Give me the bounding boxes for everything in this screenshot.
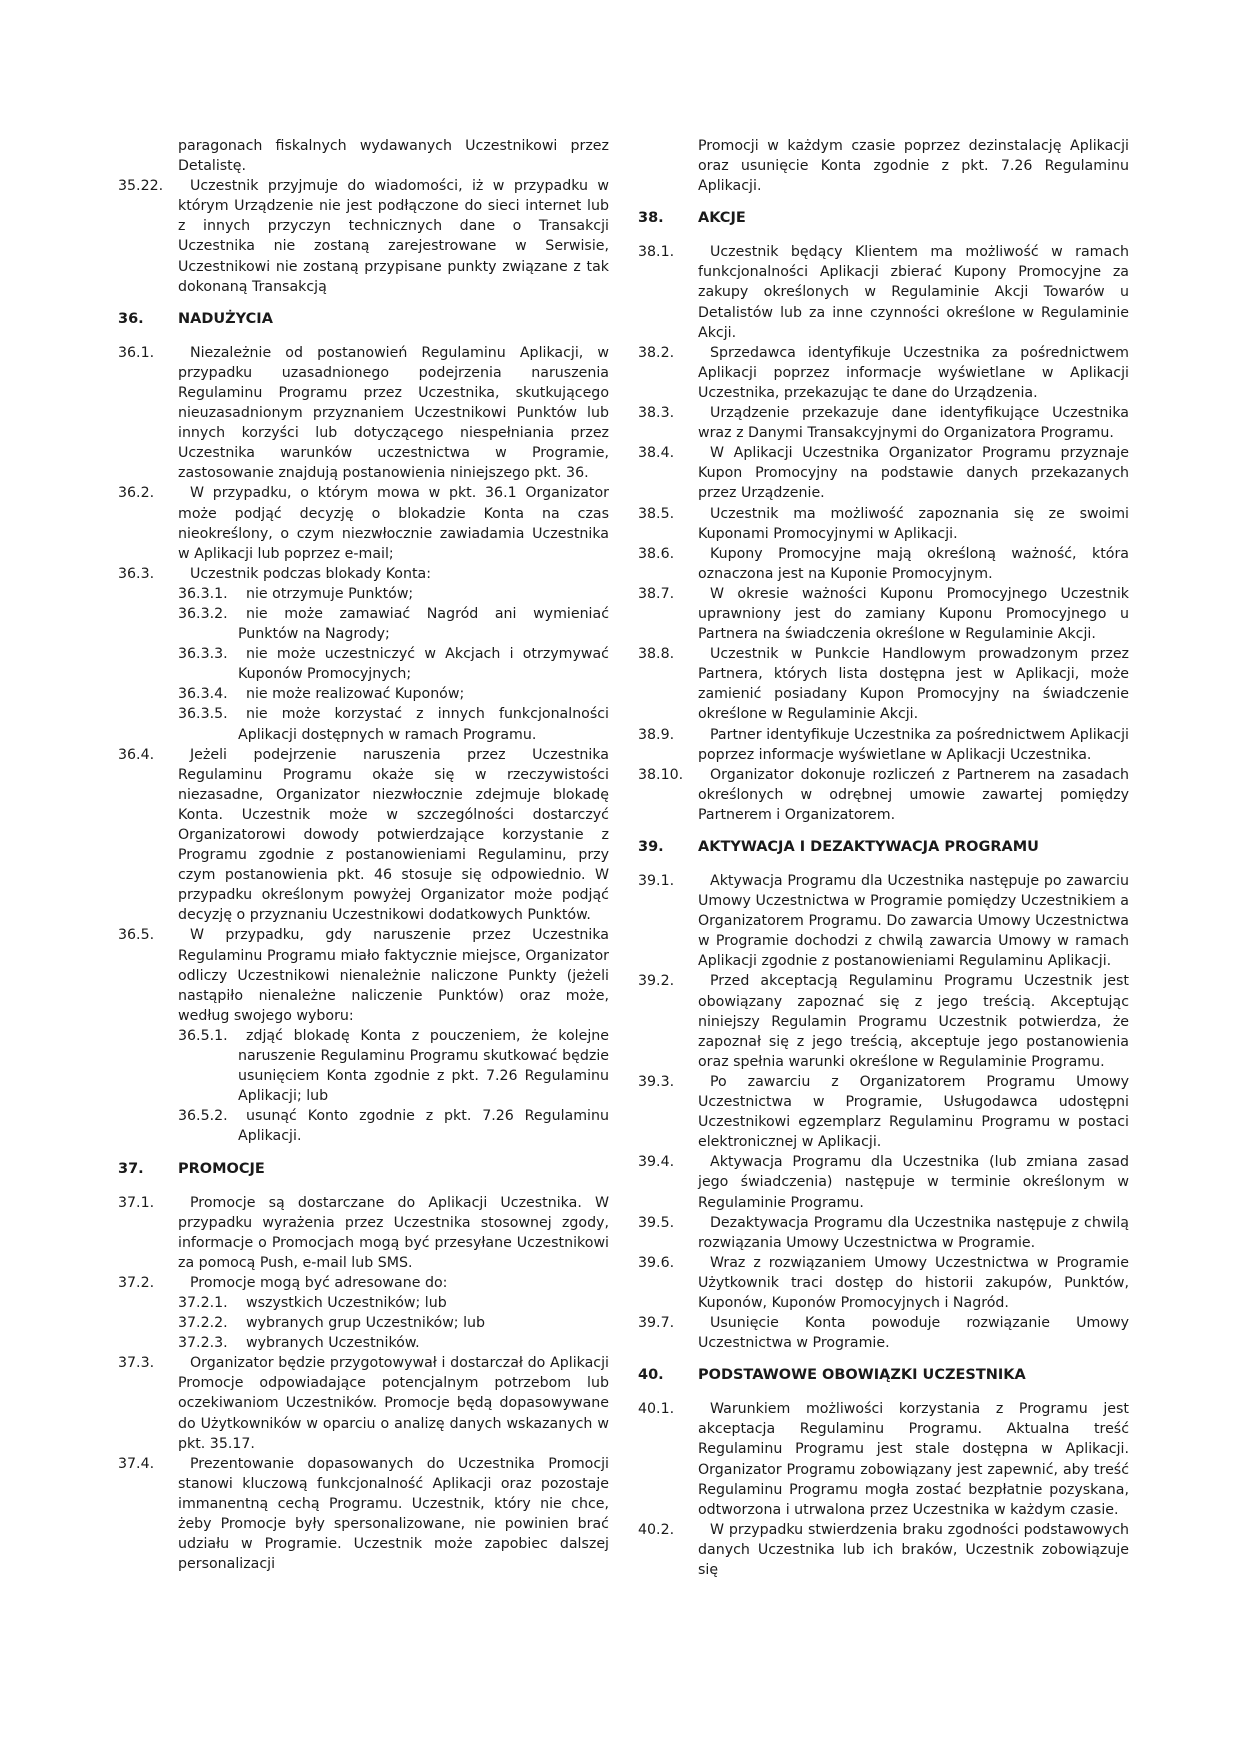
clause-text: Uczestnik ma możliwość zapoznania się ze swoimi Kuponami Promocyjnymi w Aplikacji. <box>698 505 1129 542</box>
left-column <box>118 136 609 1574</box>
clause-number: 38.2. <box>638 344 675 361</box>
clause <box>118 1454 609 1575</box>
clause-text: Uczestnik przyjmuje do wiadomości, iż w przypadku w którym Urządzenie nie jest podłączone do sieci internet lub z innych przyczyn technicznych dane o Transakcji Uczestnika nie zostaną zarejestrowane w Serwisie, Uczestnikowi nie zostaną przypisane punkty związane z tak dokonaną Transakcją <box>178 178 609 295</box>
clause-text: Uczestnik będący Klientem ma możliwość w ramach funkcjonalności Aplikacji zbierać Kupony Promocyjne za zakupy określonych w Regulaminie Akcji Towarów u Detalistów lub za inne czynności określone w Regulaminie Akcji. <box>698 244 1129 341</box>
clause-text: W przypadku stwierdzenia braku zgodności podstawowych danych Uczestnika lub ich braków, Uczestnik zobowiązuje się <box>698 1521 1129 1578</box>
clause-text: Organizator dokonuje rozliczeń z Partnerem na zasadach określonych w odrębnej umowie zawartej pomiędzy Partnerem i Organizatorem. <box>698 766 1129 823</box>
clause <box>118 1353 609 1453</box>
subclause-number: 37.2.1. <box>178 1294 228 1311</box>
clause-text: Przed akceptacją Regulaminu Programu Uczestnik jest obowiązany zapoznać się z jego treścią. Akceptując niniejszy Regulamin Programu Uczestnik potwierdza, że zapoznał się z jego treścią, akceptuje jego postanowienia oraz spełnia warunki określone w Regulaminie Programu. <box>698 973 1129 1070</box>
clause-text: Partner identyfikuje Uczestnika za pośrednictwem Aplikacji poprzez informacje wyświetlane w Aplikacji Uczestnika. <box>698 726 1129 763</box>
right-column <box>638 136 1129 1580</box>
clause <box>638 1520 1129 1580</box>
clause <box>638 584 1129 644</box>
clause <box>638 343 1129 403</box>
clause <box>638 1072 1129 1152</box>
clause-number: 38.10. <box>638 766 684 783</box>
section-title: PODSTAWOWE OBOWIĄZKI UCZESTNIKA <box>698 1367 1026 1384</box>
clause <box>638 971 1129 1071</box>
clause-number: 38.3. <box>638 405 675 422</box>
clause-text: Kupony Promocyjne mają określoną ważność, która oznaczona jest na Kuponie Promocyjnym. <box>698 545 1129 582</box>
section-title: PROMOCJE <box>178 1160 265 1177</box>
subclause-text: wybranych Uczestników. <box>246 1335 420 1352</box>
clause-text: Aktywacja Programu dla Uczestnika następuje po zawarciu Umowy Uczestnictwa w Programie pomiędzy Uczestnikiem a Organizatorem Programu. Do zawarcia Umowy Uczestnictwa w Programie dochodzi z chwilą zawarcia Umowy w ramach Aplikacji zgodnie z postanowieniami Regulaminu Aplikacji. <box>698 873 1129 970</box>
clause-number: 39.3. <box>638 1073 675 1090</box>
clause <box>118 925 609 1025</box>
subclause <box>118 584 609 604</box>
clause <box>638 403 1129 443</box>
clause <box>638 242 1129 342</box>
clause <box>118 343 609 484</box>
clause <box>638 1313 1129 1353</box>
continued-paragraph <box>638 136 1129 196</box>
subclause-number: 36.5.2. <box>178 1108 228 1125</box>
clause <box>118 745 609 926</box>
clause-number: 37.1. <box>118 1194 155 1211</box>
clause-text: Po zawarciu z Organizatorem Programu Umowy Uczestnictwa w Programie, Usługodawca udostępni Uczestnikowi egzemplarz Regulaminu Programu w postaci elektronicznej w Aplikacji. <box>698 1073 1129 1151</box>
section-heading <box>118 309 609 329</box>
clause-text: Niezależnie od postanowień Regulaminu Aplikacji, w przypadku uzasadnionego podejrzenia naruszenia Regulaminu Programu przez Uczestnika, skutkującego nieuzasadnionym przyznaniem Uczestnikowi Punktów lub innych korzyści lub dotyczącego niespełniania przez Uczestnika warunków uczestnictwa w Programie, zastosowanie znajdują postanowienia niniejszego pkt. 36. <box>178 344 609 482</box>
clause-number: 38.6. <box>638 545 675 562</box>
clause-text: Dezaktywacja Programu dla Uczestnika następuje z chwilą rozwiązania Umowy Uczestnictwa w Programie. <box>698 1214 1129 1251</box>
clause <box>118 176 609 297</box>
subclause <box>118 1333 609 1353</box>
clause-number: 36.4. <box>118 746 155 763</box>
clause <box>118 1273 609 1293</box>
section-heading <box>638 208 1129 228</box>
clause-text: Urządzenie przekazuje dane identyfikujące Uczestnika wraz z Danymi Transakcyjnymi do Organizatora Programu. <box>698 405 1129 442</box>
clause <box>118 564 609 584</box>
section-title: NADUŻYCIA <box>178 310 273 327</box>
clause-number: 40.1. <box>638 1401 675 1418</box>
section-title: AKCJE <box>698 210 746 227</box>
subclause-text: wybranych grup Uczestników; lub <box>246 1315 486 1332</box>
paragraph-text: paragonach fiskalnych wydawanych Uczestnikowi przez Detalistę. <box>178 138 609 175</box>
clause-text: Prezentowanie dopasowanych do Uczestnika Promocji stanowi kluczową funkcjonalność Aplikacji oraz pozostaje immanentną cechą Programu. Uczestnik, który nie chce, żeby Promocje były spersonalizowane, nie powinien brać udziału w Programie. Uczestnik może zapobiec dalszej personalizacji <box>178 1455 609 1573</box>
clause <box>638 871 1129 971</box>
clause-number: 37.3. <box>118 1355 155 1372</box>
subclause <box>118 1026 609 1106</box>
subclause <box>118 704 609 744</box>
clause-number: 39.7. <box>638 1315 675 1332</box>
clause-number: 38.9. <box>638 726 675 743</box>
subclause <box>118 1313 609 1333</box>
section-number: 36. <box>118 310 144 327</box>
section-number: 40. <box>638 1367 664 1384</box>
section-number: 39. <box>638 839 664 855</box>
clause-number: 36.1. <box>118 344 155 361</box>
subclause-text: nie może realizować Kuponów; <box>246 686 465 703</box>
clause-text: Uczestnik w Punkcie Handlowym prowadzonym przez Partnera, których lista dostępna jest w Aplikacji, może zamienić posiadany Kupon Promocyjny na świadczenie określone w Regulaminie Akcji. <box>698 646 1129 723</box>
subclause-text: nie może uczestniczyć w Akcjach i otrzymywać Kuponów Promocyjnych; <box>238 646 609 683</box>
clause-text: Wraz z rozwiązaniem Umowy Uczestnictwa w Programie Użytkownik traci dostęp do historii zakupów, Punktów, Kuponów, Kuponów Promocyjnych i Nagród. <box>698 1254 1129 1311</box>
clause <box>638 765 1129 825</box>
clause-number: 39.5. <box>638 1214 675 1231</box>
section-heading <box>638 837 1129 857</box>
clause <box>118 483 609 563</box>
clause-number: 37.2. <box>118 1274 155 1291</box>
clause <box>638 1253 1129 1313</box>
subclause-text: nie może zamawiać Nagród ani wymieniać Punktów na Nagrody; <box>238 605 609 643</box>
clause-text: W przypadku, o którym mowa w pkt. 36.1 Organizator może podjąć decyzję o blokadzie Konta na czas nieokreślony, o czym niezwłocznie zawiadamia Uczestnika w Aplikacji lub poprzez e-mail; <box>178 485 609 562</box>
clause <box>118 1193 609 1273</box>
clause-text: Organizator będzie przygotowywał i dostarczał do Aplikacji Promocje odpowiadające potencjalnym potrzebom lub oczekiwaniom Uczestników. Promocje będą dopasowywane do Użytkowników w oparciu o analizę danych wskazanych w pkt. 35.17. <box>178 1355 609 1452</box>
clause-text: Promocje mogą być adresowane do: <box>190 1274 448 1291</box>
clause-text: Promocje są dostarczane do Aplikacji Uczestnika. W przypadku wyrażenia przez Uczestnika stosownej zgody, informacje o Promocjach mogą być przesyłane Uczestnikowi za pomocą Push, e-mail lub SMS. <box>178 1194 609 1271</box>
clause-text: W przypadku, gdy naruszenie przez Uczestnika Regulaminu Programu miało faktycznie miejsce, Organizator odliczy Uczestnikowi nienależnie naliczone Punkty (jeżeli nastąpiło nienależne naliczenie Punktów) oraz może, według swojego wyboru: <box>178 927 609 1024</box>
subclause-number: 37.2.2. <box>178 1315 228 1332</box>
subclause <box>118 644 609 684</box>
subclause <box>118 684 609 704</box>
clause <box>638 1213 1129 1253</box>
clause <box>638 644 1129 724</box>
clause-text: Warunkiem możliwości korzystania z Programu jest akceptacja Regulaminu Programu. Aktualna treść Regulaminu Programu jest stale dostępna w Aplikacji. Organizator Programu zobowiązany jest zapewnić, aby treść Regulaminu Programu mogła zostać bezpłatnie pozyskana, odtworzona i utrwalona przez Uczestnika w każdym czasie. <box>698 1401 1129 1518</box>
section-number: 37. <box>118 1160 144 1177</box>
subclause <box>118 1106 609 1146</box>
clause-number: 39.1. <box>638 873 675 889</box>
clause-number: 39.6. <box>638 1254 675 1271</box>
clause <box>638 504 1129 544</box>
subclause-text: wszystkich Uczestników; lub <box>246 1294 447 1311</box>
clause <box>638 544 1129 584</box>
subclause-number: 37.2.3. <box>178 1335 228 1352</box>
subclause-text: usunąć Konto zgodnie z pkt. 7.26 Regulaminu Aplikacji. <box>238 1108 609 1145</box>
subclause <box>118 604 609 644</box>
paragraph-text: Promocji w każdym czasie poprzez dezinstalację Aplikacji oraz usunięcie Konta zgodnie z pkt. 7.26 Regulaminu Aplikacji. <box>698 138 1129 195</box>
clause-number: 38.7. <box>638 585 675 602</box>
clause-number: 38.1. <box>638 244 675 261</box>
section-heading <box>638 1365 1129 1385</box>
continued-paragraph <box>118 136 609 176</box>
clause-number: 39.2. <box>638 973 675 990</box>
clause <box>638 1152 1129 1212</box>
subclause-text: zdjąć blokadę Konta z pouczeniem, że kolejne naruszenie Regulaminu Programu skutkować będzie usunięciem Konta zgodnie z pkt. 7.26 Regulaminu Aplikacji; lub <box>238 1027 609 1105</box>
clause <box>638 725 1129 765</box>
subclause <box>118 1293 609 1313</box>
clause-number: 40.2. <box>638 1521 675 1538</box>
clause-text: W okresie ważności Kuponu Promocyjnego Uczestnik uprawniony jest do zamiany Kuponu Promocyjnego u Partnera na świadczenia określone w Regulaminie Akcji. <box>698 585 1129 643</box>
subclause-number: 36.3.1. <box>178 585 228 602</box>
clause-text: Jeżeli podejrzenie naruszenia przez Uczestnika Regulaminu Programu okaże się w rzeczywistości niezasadne, Organizator niezwłocznie zdejmuje blokadę Konta. Uczestnik może w szczególności dostarczyć Organizatorowi dowody potwierdzające korzystanie z Programu zgodnie z postanowieniami Regulaminu, przy czym postanowienia pkt. 46 stosuje się odpowiednio. W przypadku określonym powyżej Organizator może podjąć decyzję o przyznaniu Uczestnikowi dodatkowych Punktów. <box>178 746 609 924</box>
clause-number: 38.8. <box>638 646 675 663</box>
subclause-text: nie może korzystać z innych funkcjonalności Aplikacji dostępnych w ramach Programu. <box>238 706 609 743</box>
clause-number: 36.5. <box>118 927 155 944</box>
clause-number: 37.4. <box>118 1455 155 1472</box>
subclause-number: 36.3.4. <box>178 686 228 703</box>
clause-number: 38.4. <box>638 445 675 462</box>
clause-number: 38.5. <box>638 505 675 522</box>
clause-text: Uczestnik podczas blokady Konta: <box>190 565 432 582</box>
clause <box>638 1399 1129 1520</box>
subclause-number: 36.3.2. <box>178 605 228 622</box>
clause-text: Usunięcie Konta powoduje rozwiązanie Umowy Uczestnictwa w Programie. <box>698 1315 1129 1352</box>
section-number: 38. <box>638 210 664 227</box>
clause-number: 36.2. <box>118 485 155 502</box>
subclause-number: 36.3.5. <box>178 706 228 723</box>
section-title: AKTYWACJA I DEZAKTYWACJA PROGRAMU <box>698 839 1039 855</box>
clause-text: Sprzedawca identyfikuje Uczestnika za pośrednictwem Aplikacji poprzez informacje wyświetlane w Aplikacji Uczestnika, przekazując te dane do Urządzenia. <box>698 344 1129 401</box>
subclause-number: 36.3.3. <box>178 646 228 663</box>
clause-number: 39.4. <box>638 1154 675 1171</box>
section-heading <box>118 1159 609 1179</box>
subclause-number: 36.5.1. <box>178 1027 228 1044</box>
clause-text: Aktywacja Programu dla Uczestnika (lub zmiana zasad jego świadczenia) następuje w terminie określonym w Regulaminie Programu. <box>698 1154 1129 1211</box>
clause-number: 36.3. <box>118 565 155 582</box>
clause-text: W Aplikacji Uczestnika Organizator Programu przyznaje Kupon Promocyjny na podstawie danych przekazanych przez Urządzenie. <box>698 445 1129 502</box>
clause-number: 35.22. <box>118 178 164 195</box>
subclause-text: nie otrzymuje Punktów; <box>246 585 414 602</box>
clause <box>638 443 1129 503</box>
